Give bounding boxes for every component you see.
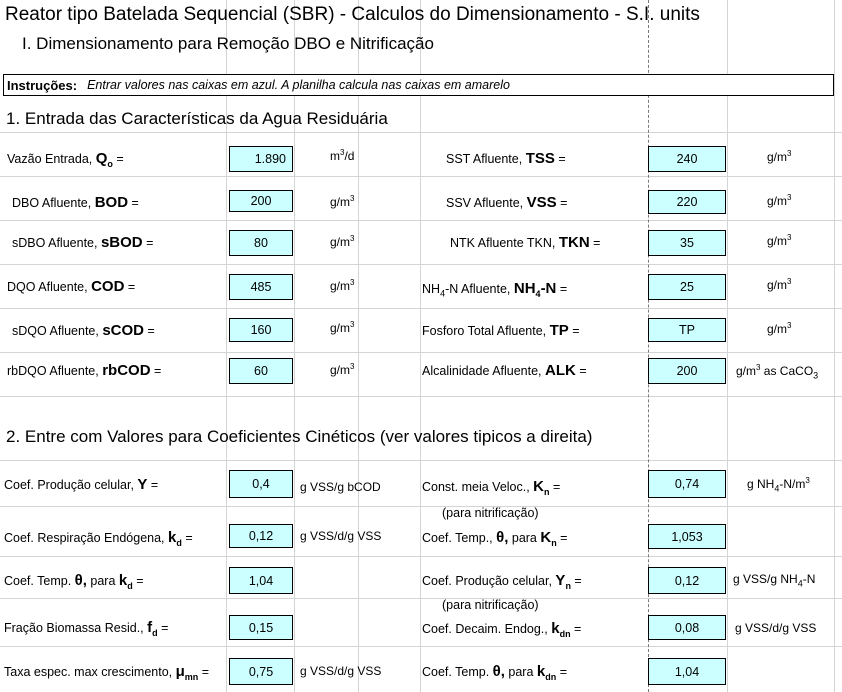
unit-sst-afluente: $g/m^3$ bbox=[767, 149, 792, 164]
input-coef-producao-celular-yn[interactable]: 0,12 bbox=[648, 567, 726, 594]
unit-fosforo-total: $g/m^3$ bbox=[767, 321, 792, 336]
label-coef-temp-kd: Coef. Temp. θ, para $k_d$ = bbox=[4, 572, 144, 591]
unit-nh4n-afluente: $g/m^3$ bbox=[767, 277, 792, 292]
unit-taxa-max-crescimento: g VSS/d/g VSS bbox=[300, 664, 382, 678]
input-fosforo-total[interactable]: TP bbox=[648, 318, 726, 342]
note-para-nitrificacao-kn: (para nitrificação) bbox=[442, 506, 539, 520]
page-subtitle: I. Dimensionamento para Remoção DBO e Nitrificação bbox=[22, 34, 434, 53]
unit-dbo-afluente: $g/m^3$ bbox=[330, 194, 355, 209]
label-ntk-afluente: NTK Afluente TKN, TKN = bbox=[450, 234, 601, 251]
unit-ssv-afluente: $g/m^3$ bbox=[767, 193, 792, 208]
input-const-meia-veloc[interactable]: 0,74 bbox=[648, 470, 726, 498]
label-taxa-max-crescimento: Taxa espec. max crescimento, $\mu_{mn}$ = bbox=[4, 663, 210, 682]
instructions-text: Entrar valores nas caixas em azul. A planilha calcula nas caixas em amarelo bbox=[87, 78, 510, 92]
note-para-nitrificacao-yn: (para nitrificação) bbox=[442, 598, 539, 612]
input-coef-temp-kdn[interactable]: 1,04 bbox=[648, 658, 726, 685]
label-coef-temp-kn: Coef. Temp., θ, para $K_n$ = bbox=[422, 529, 568, 548]
input-ntk-afluente[interactable]: 35 bbox=[648, 230, 726, 256]
input-taxa-max-crescimento[interactable]: 0,75 bbox=[229, 658, 293, 685]
unit-vazao-entrada: $m^3/d$ bbox=[330, 148, 355, 163]
label-ssv-afluente: SSV Afluente, VSS = bbox=[446, 194, 568, 211]
label-dqo-afluente: DQO Afluente, COD = bbox=[7, 278, 136, 295]
input-coef-producao-celular[interactable]: 0,4 bbox=[229, 470, 293, 498]
input-sst-afluente[interactable]: 240 bbox=[648, 146, 726, 172]
input-coef-temp-kd[interactable]: 1,04 bbox=[229, 567, 293, 594]
page-title: Reator tipo Batelada Sequencial (SBR) - Calculos do Dimensionamento - S.I. units bbox=[5, 4, 700, 25]
unit-sdbo-afluente: $g/m^3$ bbox=[330, 234, 355, 249]
unit-alcalinidade: $g/m^3$ as CaCO$_3$ bbox=[736, 363, 819, 381]
input-coef-temp-kn[interactable]: 1,053 bbox=[648, 524, 726, 549]
label-coef-respiracao-endogena: Coef. Respiração Endógena, $k_d$ = bbox=[4, 529, 193, 548]
label-sdqo-afluente: sDQO Afluente, sCOD = bbox=[12, 322, 155, 339]
label-vazao-entrada: Vazão Entrada, $Q_o$ = bbox=[7, 150, 124, 169]
label-fosforo-total: Fosforo Total Afluente, TP = bbox=[422, 322, 580, 339]
unit-coef-producao-celular: g VSS/g bCOD bbox=[300, 480, 381, 494]
label-sst-afluente: SST Afluente, TSS = bbox=[446, 150, 566, 167]
label-coef-producao-celular: Coef. Produção celular, Y = bbox=[4, 476, 159, 493]
label-const-meia-veloc: Const. meia Veloc., $K_n$ = bbox=[422, 478, 561, 497]
label-fracao-biomassa: Fração Biomassa Resid., $f_d$ = bbox=[4, 619, 169, 638]
instructions-label: Instruções: bbox=[7, 77, 78, 93]
unit-dqo-afluente: $g/m^3$ bbox=[330, 278, 355, 293]
input-ssv-afluente[interactable]: 220 bbox=[648, 190, 726, 214]
label-alcalinidade: Alcalinidade Afluente, ALK = bbox=[422, 362, 587, 379]
input-alcalinidade[interactable]: 200 bbox=[648, 358, 726, 384]
input-vazao-entrada[interactable]: 1.890 bbox=[229, 146, 293, 172]
input-sdbo-afluente[interactable]: 80 bbox=[229, 230, 293, 256]
unit-const-meia-veloc: g $NH_4-N/m^3$ bbox=[747, 476, 810, 494]
label-coef-decaim-endog: Coef. Decaim. Endog., $k_{dn}$ = bbox=[422, 620, 582, 639]
input-rbdqo-afluente[interactable]: 60 bbox=[229, 358, 293, 384]
unit-coef-decaim-endog: g VSS/d/g VSS bbox=[735, 621, 817, 635]
section2-title: 2. Entre com Valores para Coeficientes Cinéticos (ver valores tipicos a direita) bbox=[6, 427, 593, 446]
input-dqo-afluente[interactable]: 485 bbox=[229, 274, 293, 300]
unit-rbdqo-afluente: $g/m^3$ bbox=[330, 362, 355, 377]
input-fracao-biomassa[interactable]: 0,15 bbox=[229, 615, 293, 640]
input-coef-decaim-endog[interactable]: 0,08 bbox=[648, 615, 726, 640]
unit-coef-producao-celular-yn: g VSS/g $NH_4-N$ bbox=[733, 572, 816, 589]
input-coef-respiracao-endogena[interactable]: 0,12 bbox=[229, 524, 293, 548]
input-nh4n-afluente[interactable]: 25 bbox=[648, 274, 726, 300]
label-dbo-afluente: DBO Afluente, BOD = bbox=[12, 194, 139, 211]
label-rbdqo-afluente: rbDQO Afluente, rbCOD = bbox=[7, 362, 162, 379]
instructions-box bbox=[3, 74, 834, 96]
unit-coef-respiracao-endogena: g VSS/d/g VSS bbox=[300, 529, 382, 543]
unit-sdqo-afluente: $g/m^3$ bbox=[330, 320, 355, 335]
label-sdbo-afluente: sDBO Afluente, sBOD = bbox=[12, 234, 154, 251]
unit-ntk-afluente: $g/m^3$ bbox=[767, 233, 792, 248]
label-nh4n-afluente: $NH_4-N$ Afluente, $NH_4-N$ = bbox=[422, 280, 568, 299]
label-coef-producao-celular-yn: Coef. Produção celular, $Y_n$ = bbox=[422, 572, 582, 591]
input-sdqo-afluente[interactable]: 160 bbox=[229, 318, 293, 342]
input-dbo-afluente[interactable]: 200 bbox=[229, 190, 293, 212]
section1-title: 1. Entrada das Características da Agua Residuária bbox=[6, 109, 388, 128]
label-coef-temp-kdn: Coef. Temp. θ, para $k_{dn}$ = bbox=[422, 663, 568, 682]
